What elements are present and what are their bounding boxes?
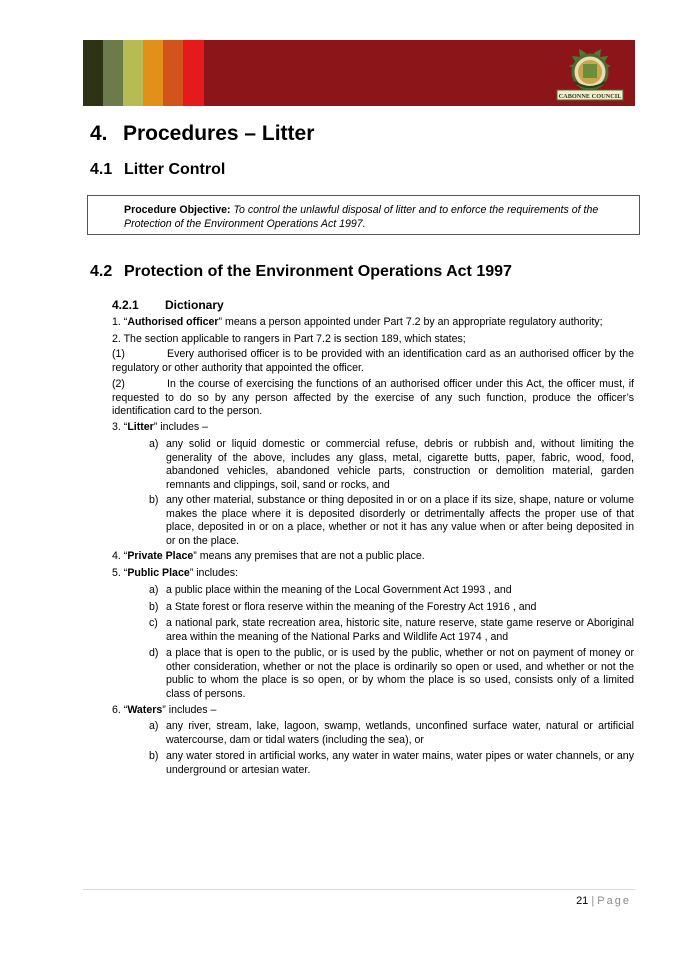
def-prefix: 4. “: [112, 550, 128, 562]
section-number: 4.: [90, 122, 108, 145]
item-label: b): [149, 750, 159, 762]
section-heading: [90, 122, 314, 146]
color-stripe-5: [163, 40, 184, 106]
public-item-b: [149, 601, 634, 615]
def-prefix: 5. “: [112, 567, 128, 579]
item-label: b): [149, 494, 159, 506]
clause-label: (2): [112, 378, 125, 390]
def-text: ” includes –: [153, 421, 208, 433]
item-text: any other material, substance or thing deposited in or on a place if its size, shape, nature or volume makes the place where it is deposited disorderly or detrimentally affects the proper use of that place, deposited in or on a place, whether or not it has any value when or after being deposited in or on the place.: [166, 494, 634, 547]
definition-litter: [112, 421, 208, 435]
definition-authorised-officer: [112, 316, 603, 330]
subsection-number: 4.1: [90, 161, 113, 178]
dictionary-heading: [112, 298, 224, 312]
page-label: Page: [597, 895, 631, 907]
item-label: a): [149, 438, 159, 450]
definition-section-189: 2. The section applicable to rangers in Part 7.2 is section 189, which states;: [112, 333, 466, 345]
section-title: Procedures – Litter: [123, 122, 315, 145]
procedure-objective-text: [124, 203, 629, 231]
litter-item-a: [149, 438, 634, 492]
public-item-a: [149, 584, 634, 598]
clause-text: Every authorised officer is to be provided with an identification card as an authorised officer by the regulatory or other authority that appointed the officer.: [112, 348, 634, 374]
definition-private-place: [112, 550, 425, 564]
def-text: ” includes:: [189, 567, 239, 579]
def-prefix: 1. “: [112, 316, 128, 328]
item-label: d): [149, 647, 159, 659]
clause-label: (1): [112, 348, 125, 360]
definition-public-place: [112, 567, 238, 581]
objective-body: To control the unlawful disposal of litter and to enforce the requirements of the Protection of the Environment Operations Act 1997.: [124, 204, 599, 230]
item-label: b): [149, 601, 159, 613]
def-prefix: 6. “: [112, 704, 128, 716]
item-text: a place that is open to the public, or is used by the public, whether or not on payment of money or other consideration, whether or not the place is ordinarily so open or used, and whether or not the public to whom the place is so open, or by whom the place is so used, consists only of a limited class of persons.: [166, 647, 634, 700]
footer-separator: |: [591, 895, 595, 907]
subsection-title: Litter Control: [124, 161, 226, 178]
public-item-d: [149, 647, 634, 701]
def-term: Private Place: [127, 550, 194, 562]
page-number: 21: [576, 895, 589, 907]
item-text: a national park, state recreation area, historic site, nature reserve, state game reserve or Aboriginal area within the meaning of the National Parks and Wildlife Act 1974 , and: [166, 617, 634, 643]
item-text: any water stored in artificial works, any water in water mains, water pipes or water channels, or any underground or artesian water.: [166, 750, 634, 776]
color-stripe-6: [183, 40, 204, 106]
cabonne-council-logo: [553, 44, 627, 102]
litter-item-b: [149, 494, 634, 548]
color-stripe-2: [103, 40, 124, 106]
color-stripe-4: [143, 40, 164, 106]
waters-item-a: [149, 720, 634, 747]
def-prefix: 3. “: [112, 421, 128, 433]
item-text: a public place within the meaning of the Local Government Act 1993 , and: [166, 584, 512, 596]
dictionary-number: 4.2.1: [112, 298, 139, 312]
def-term: Litter: [127, 421, 154, 433]
header-banner: [83, 40, 635, 106]
item-text: a State forest or flora reserve within the meaning of the Forestry Act 1916 , and: [166, 601, 537, 613]
def-term: Waters: [127, 704, 163, 716]
def-text: ” means any premises that are not a public place.: [193, 550, 425, 562]
procedure-objective-box: [87, 195, 640, 235]
subsection-title: Protection of the Environment Operations Act 1997: [124, 263, 512, 280]
color-stripe-3: [123, 40, 144, 106]
item-text: any river, stream, lake, lagoon, swamp, wetlands, unconfined surface water, natural or artificial watercourse, dam or tidal waters (including the sea), or: [166, 720, 634, 746]
def-term: Authorised officer: [127, 316, 219, 328]
item-label: c): [149, 617, 158, 629]
clause-2: [112, 378, 634, 419]
clause-text: In the course of exercising the functions of an authorised officer under this Act, the officer must, if requested to do so by any person affected by the exercise of any such function, produce the officer’s identification card to the person.: [112, 378, 634, 418]
subsection-heading-poeo-act: [90, 263, 512, 281]
logo-text: CABONNE COUNCIL: [558, 93, 622, 100]
footer-divider: [83, 889, 635, 890]
subsection-heading-litter-control: [90, 161, 225, 179]
objective-label: Procedure Objective:: [124, 204, 231, 216]
item-label: a): [149, 584, 159, 596]
def-text: ” includes –: [162, 704, 217, 716]
clause-1: [112, 348, 634, 375]
dictionary-title: Dictionary: [165, 298, 224, 312]
def-text: ” means a person appointed under Part 7.2 by an appropriate regulatory authority;: [218, 316, 603, 328]
subsection-number: 4.2: [90, 263, 113, 280]
waters-item-b: [149, 750, 634, 777]
item-label: a): [149, 720, 159, 732]
definition-waters: [112, 704, 216, 718]
page-footer: [576, 895, 631, 907]
def-term: Public Place: [127, 567, 190, 579]
item-text: any solid or liquid domestic or commercial refuse, debris or rubbish and, without limiting the generality of the above, includes any glass, metal, cigarette butts, paper, fabric, wood, food, abandoned vehicles, abandoned vehicle parts, construction or demolition material, garden remnants and clippings, soil, sand or rocks, and: [166, 438, 634, 491]
public-item-c: [149, 617, 634, 644]
color-stripe-1: [83, 40, 104, 106]
